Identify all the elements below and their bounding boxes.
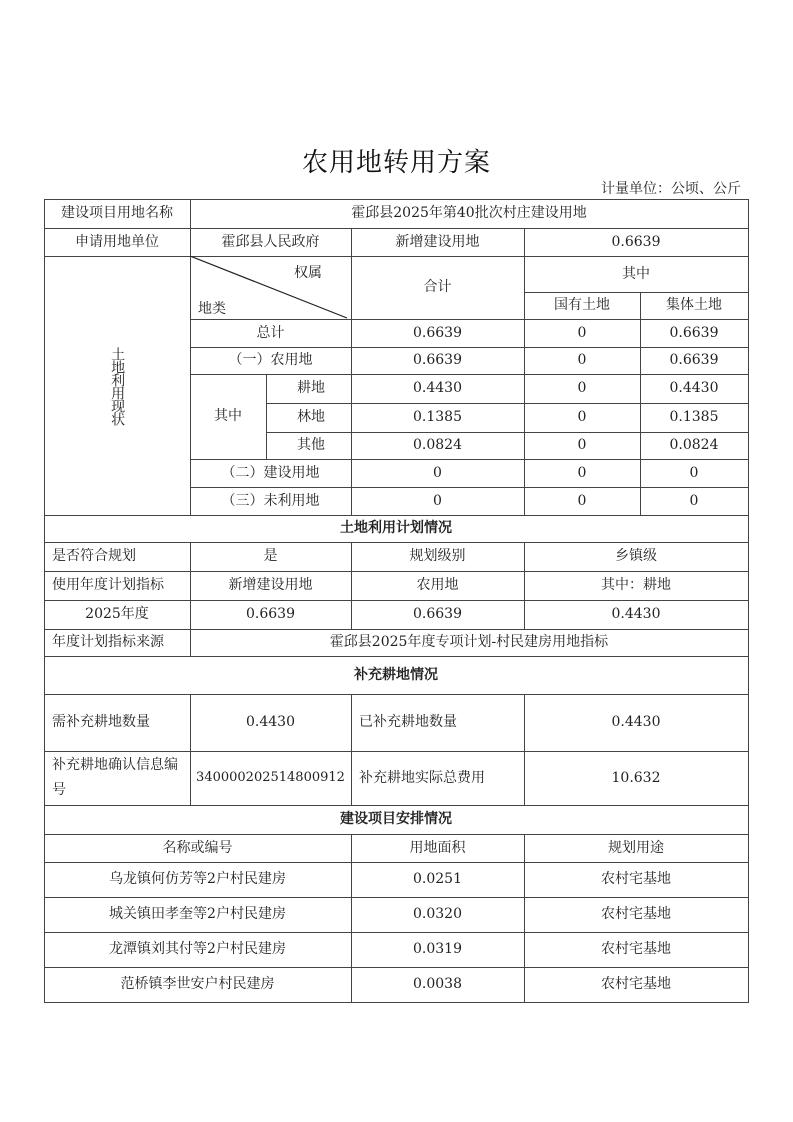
indicator-label: 使用年度计划指标 (44, 571, 191, 601)
level-label: 规划级别 (351, 542, 525, 572)
land-status-section-label (44, 256, 191, 516)
arrangement-row-name: 乌龙镇何仿芳等2户村民建房 (44, 862, 352, 898)
row-state: 0 (524, 432, 641, 460)
header-owner: 权属 (294, 265, 322, 281)
row-state: 0 (524, 459, 641, 488)
source-value: 霍邱县2025年度专项计划-村民建房用地指标 (190, 629, 749, 657)
indicator-new: 新增建设用地 (190, 571, 352, 601)
row-label: （二）建设用地 (190, 459, 352, 488)
row-collective: 0.4430 (640, 374, 749, 404)
year-arable: 0.4430 (524, 600, 749, 630)
indicator-arable: 其中：耕地 (524, 571, 749, 601)
row-state: 0 (524, 374, 641, 404)
plan-heading: 土地利用计划情况 (44, 515, 749, 543)
document-title: 农用地转用方案 (301, 148, 491, 178)
project-name-value: 霍邱县2025年第40批次村庄建设用地 (190, 199, 749, 229)
conform-label: 是否符合规划 (44, 542, 191, 572)
arrangement-row-use: 农村宅基地 (524, 932, 749, 968)
conform-value: 是 (190, 542, 352, 572)
header-type: 地类 (198, 301, 226, 317)
row-collective: 0.1385 (640, 403, 749, 433)
row-total: 0.1385 (351, 403, 525, 433)
col-use-header: 规划用途 (524, 834, 749, 863)
done-label: 已补充耕地数量 (351, 694, 525, 752)
new-land-label: 新增建设用地 (351, 228, 525, 257)
row-label: 总计 (190, 319, 352, 348)
col-name-header: 名称或编号 (44, 834, 352, 863)
level-value: 乡镇级 (524, 542, 749, 572)
year-agri: 0.6639 (351, 600, 525, 630)
project-name-label: 建设项目用地名称 (44, 199, 191, 229)
row-collective: 0.0824 (640, 432, 749, 460)
year-label: 2025年度 (44, 600, 191, 630)
header-total: 合计 (351, 256, 525, 320)
among-label: 其中 (190, 374, 267, 460)
cost-label: 补充耕地实际总费用 (351, 751, 525, 806)
unit-note: 计量单位：公顷、公斤 (601, 181, 741, 197)
row-total: 0.4430 (351, 374, 525, 404)
row-label: （三）未利用地 (190, 487, 352, 516)
applicant-value: 霍邱县人民政府 (190, 228, 352, 257)
indicator-agri: 农用地 (351, 571, 525, 601)
row-label: （一）农用地 (190, 347, 352, 375)
header-among: 其中 (524, 256, 749, 293)
arrangement-row-use: 农村宅基地 (524, 862, 749, 898)
need-value: 0.4430 (190, 694, 352, 752)
source-label: 年度计划指标来源 (44, 629, 191, 657)
arrangement-row-name: 城关镇田孝奎等2户村民建房 (44, 897, 352, 933)
row-total: 0 (351, 459, 525, 488)
confirm-label: 补充耕地确认信息编号 (44, 751, 191, 806)
new-land-value: 0.6639 (524, 228, 749, 257)
arrangement-row-name: 范桥镇李世安户村民建房 (44, 967, 352, 1003)
row-collective: 0.6639 (640, 347, 749, 375)
row-collective: 0 (640, 459, 749, 488)
row-state: 0 (524, 347, 641, 375)
row-collective: 0.6639 (640, 319, 749, 348)
row-state: 0 (524, 319, 641, 348)
arrangement-row-area: 0.0319 (351, 932, 525, 968)
supplement-heading: 补充耕地情况 (44, 656, 749, 695)
arrangement-row-use: 农村宅基地 (524, 897, 749, 933)
row-state: 0 (524, 487, 641, 516)
cost-value: 10.632 (524, 751, 749, 806)
applicant-label: 申请用地单位 (44, 228, 191, 257)
row-total: 0.6639 (351, 319, 525, 348)
confirm-value: 340000202514800912 (190, 751, 352, 806)
done-value: 0.4430 (524, 694, 749, 752)
arrangement-heading: 建设项目安排情况 (44, 805, 749, 835)
header-collective: 集体土地 (640, 292, 749, 320)
arrangement-row-area: 0.0251 (351, 862, 525, 898)
need-label: 需补充耕地数量 (44, 694, 191, 752)
row-total: 0 (351, 487, 525, 516)
land-status-text: 土地利用现状 (109, 346, 126, 425)
header-state: 国有土地 (524, 292, 641, 320)
year-new: 0.6639 (190, 600, 352, 630)
row-total: 0.6639 (351, 347, 525, 375)
row-collective: 0 (640, 487, 749, 516)
arrangement-row-name: 龙潭镇刘其付等2户村民建房 (44, 932, 352, 968)
arrangement-row-use: 农村宅基地 (524, 967, 749, 1003)
row-label: 其他 (266, 432, 352, 460)
row-label: 耕地 (266, 374, 352, 404)
row-state: 0 (524, 403, 641, 433)
row-total: 0.0824 (351, 432, 525, 460)
col-area-header: 用地面积 (351, 834, 525, 863)
arrangement-row-area: 0.0320 (351, 897, 525, 933)
row-label: 林地 (266, 403, 352, 433)
arrangement-row-area: 0.0038 (351, 967, 525, 1003)
